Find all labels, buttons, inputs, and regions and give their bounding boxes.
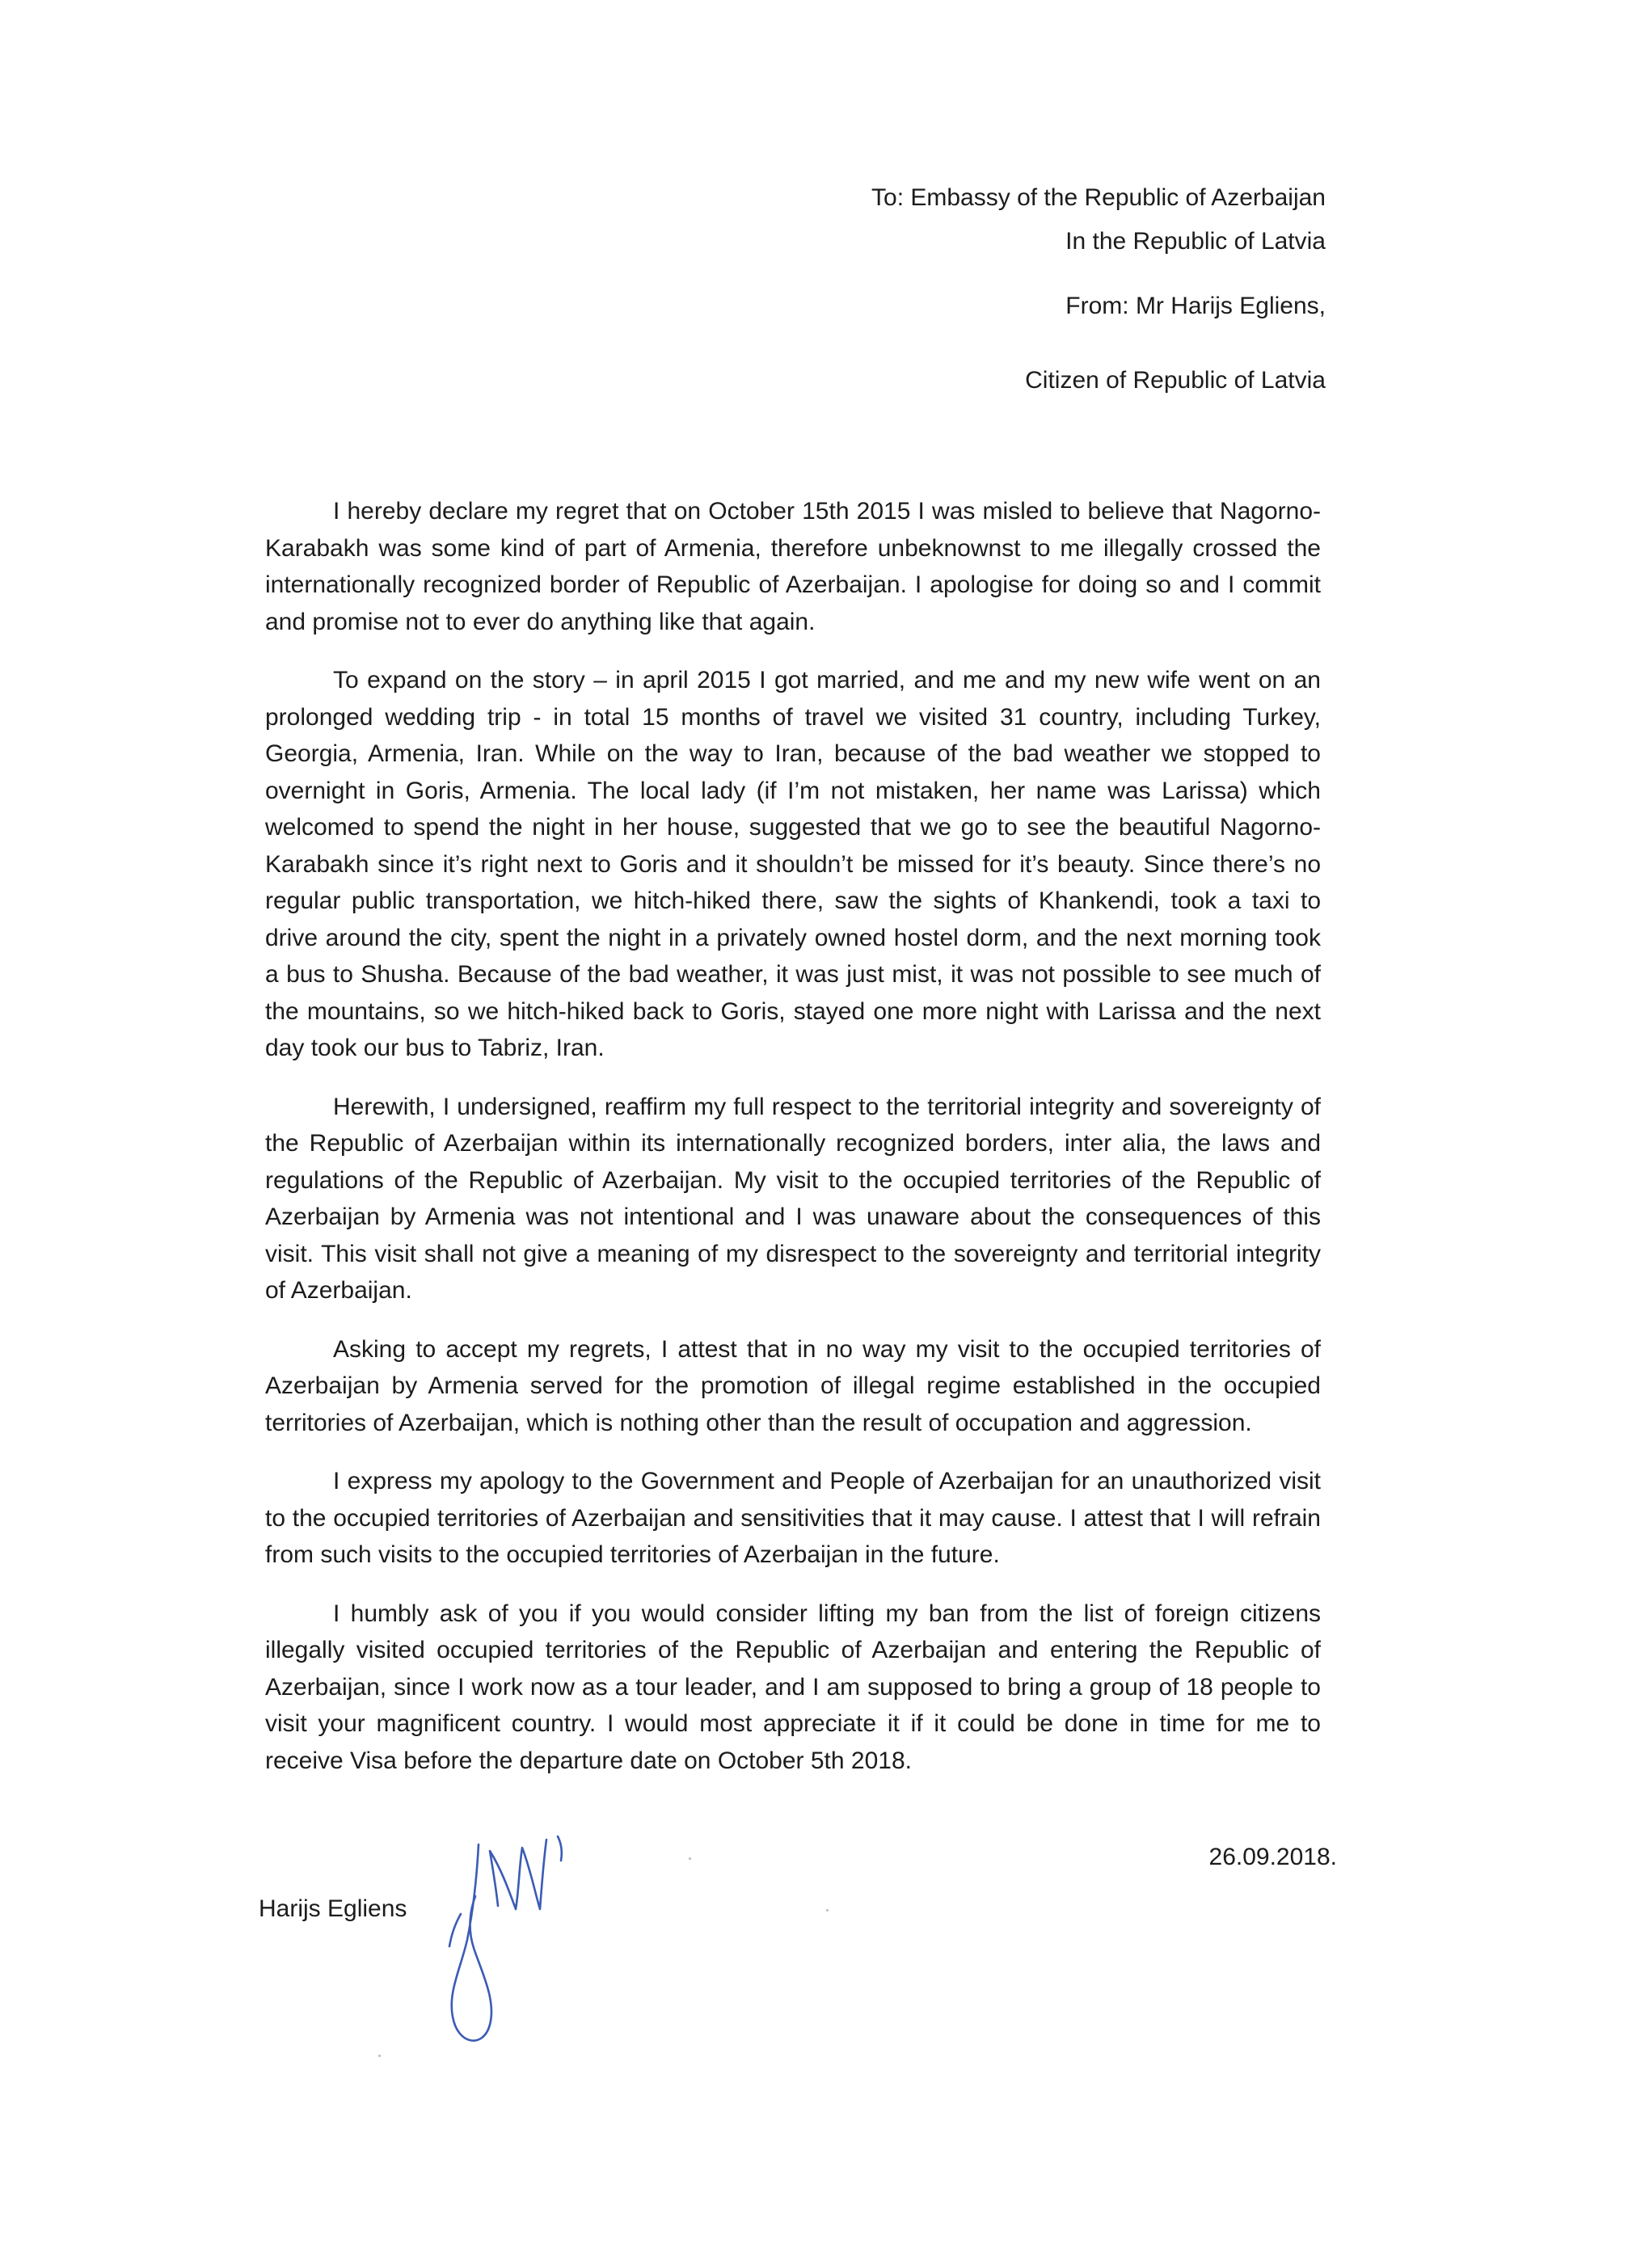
recipient-line-1: To: Embassy of the Republic of Azerbaijan [871,184,1326,211]
signatory-name: Harijs Egliens [259,1895,407,1922]
paragraph-regrets: Asking to accept my regrets, I attest that in no way my visit to the occupied territories of Azerbaijan by Armenia served for the promotion of illegal regime established in the occupied territories of Azerbaijan, which is nothing other than the result of occupation and aggression. [265,1335,1321,1436]
paper-speck [378,2055,381,2057]
paragraph-request: I humbly ask of you if you would consider lifting my ban from the list of foreign citizens illegally visited occupied territories of the Republic of Azerbaijan and entering the Republic of Azerbaijan, since I work now as a tour leader, and I am supposed to bring a group of 18 people to visit your magnificent country. I would most appreciate it if it could be done in time for me to receive Visa before the departure date on October 5th 2018. [265,1600,1321,1774]
paragraph-reaffirmation: Herewith, I undersigned, reaffirm my full respect to the territorial integrity and sovereignty of the Republic of Azerbaijan within its internationally recognized borders, inter alia, the laws and regulations of the Republic of Azerbaijan. My visit to the occupied territories of the Republic of Azerbaijan by Armenia was not intentional and I was unaware about the consequences of this visit. This visit shall not give a meaning of my disrespect to the sovereignty and territorial integrity of Azerbaijan. [265,1093,1321,1304]
paper-speck [826,1909,829,1912]
sender-line: From: Mr Harijs Egliens, [1065,293,1326,319]
letter-body [265,493,1321,1801]
paragraph-story: To expand on the story – in april 2015 I got married, and me and my new wife went on an prolonged wedding trip - in total 15 months of travel we visited 31 country, including Turkey, Georgia, Armenia, Iran. While on the way to Iran, because of the bad weather we stopped to overnight in Goris, Armenia. The local lady (if I’m not mistaken, her name was Larissa) which welcomed to spend the night in her house, suggested that we go to see the beautiful Nagorno-Karabakh since it’s right next to Goris and it shouldn’t be missed for it’s beauty. Since there’s no regular public transportation, we hitch-hiked there, saw the sights of Khankendi, took a taxi to drive around the city, spent the night in a privately owned hostel dorm, and the next morning took a bus to Shusha. Because of the bad weather, it was just mist, it was not possible to see much of the mountains, so we hitch-hiked back to Goris, stayed one more night with Larissa and the next day took our bus to Tabriz, Iran. [265,667,1321,1061]
paragraph-apology: I express my apology to the Government and People of Azerbaijan for an unauthorized visit to the occupied territories of Azerbaijan and sensitivities that it may cause. I attest that I will refrain from such visits to the occupied territories of Azerbaijan in the future. [265,1468,1321,1568]
sender-citizenship-line: Citizen of Republic of Latvia [1025,367,1326,394]
recipient-line-2: In the Republic of Latvia [1065,228,1326,255]
letter-date: 26.09.2018. [1208,1844,1337,1870]
paragraph-declaration: I hereby declare my regret that on October 15th 2015 I was misled to believe that Nagorno-Karabakh was some kind of part of Armenia, therefore unbeknownst to me illegally crossed the internationally recognized border of Republic of Azerbaijan. I apologise for doing so and I commit and promise not to ever do anything like that again. [265,498,1321,635]
paper-speck [689,1857,691,1860]
recipient-block [871,176,1326,263]
handwritten-signature [428,1819,590,2061]
